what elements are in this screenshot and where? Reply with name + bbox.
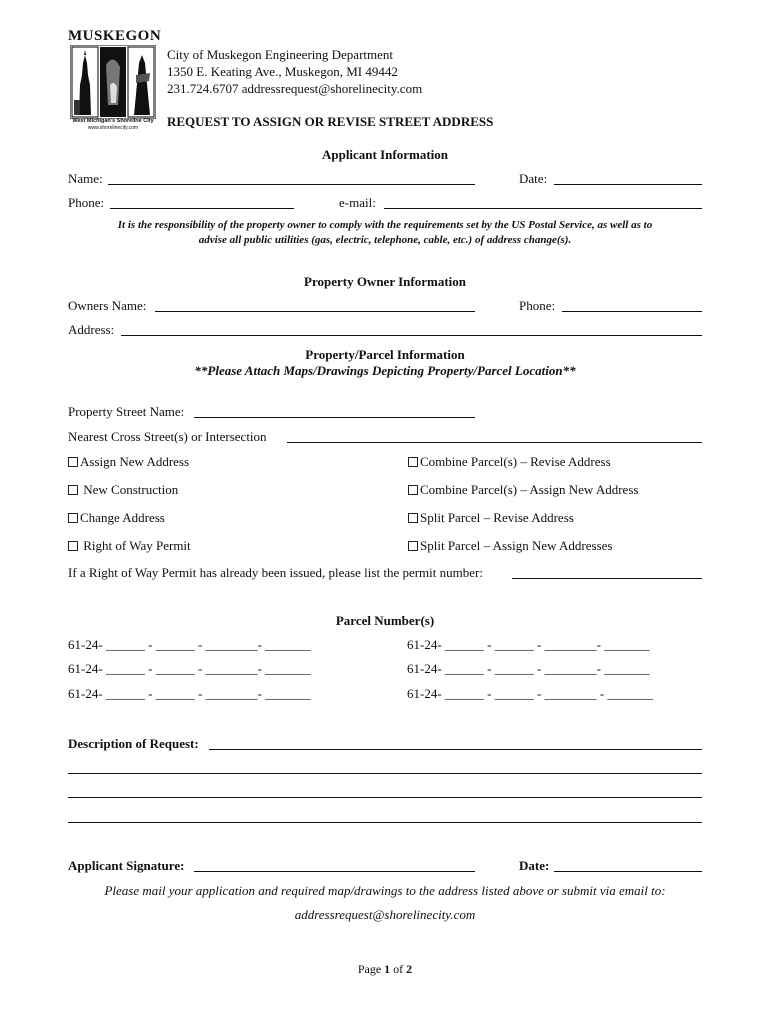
city-logo	[68, 28, 162, 131]
permit-number-field[interactable]	[512, 578, 702, 579]
logo-tagline: West Michigan's Shoreline City	[72, 118, 154, 124]
owner-heading: Property Owner Information	[304, 274, 466, 289]
checkbox[interactable]	[68, 485, 78, 495]
option-split-assign[interactable]: Split Parcel – Assign New Addresses	[408, 538, 612, 554]
owners-name-field[interactable]	[155, 311, 475, 312]
submit-email: addressrequest@shorelinecity.com	[294, 907, 476, 922]
parcel-number-field[interactable]: 61-24- ______ - ______ - ________- _______	[68, 661, 311, 676]
phone-label: Phone:	[68, 195, 105, 210]
date-field[interactable]	[554, 184, 702, 185]
option-split-revise[interactable]: Split Parcel – Revise Address	[408, 510, 574, 526]
email-field[interactable]	[384, 208, 702, 209]
logo-image	[70, 45, 156, 119]
description-line[interactable]	[68, 773, 702, 774]
checkbox[interactable]	[68, 541, 78, 551]
parcel-number-field[interactable]: 61-24- ______ - ______ - ________- _______	[407, 661, 650, 676]
description-line[interactable]	[68, 822, 702, 823]
signature-label: Applicant Signature:	[68, 858, 185, 873]
dept-name: City of Muskegon Engineering Department	[167, 47, 394, 62]
notice-line-1: It is the responsibility of the property owner to comply with the requirements set by the US Postal Service, as well as to	[117, 219, 653, 231]
parcel-subheading: **Please Attach Maps/Drawings Depicting Property/Parcel Location**	[194, 363, 576, 378]
checkbox[interactable]	[408, 541, 418, 551]
page-indicator: Page 1 of 2	[357, 962, 413, 976]
email-label: e-mail:	[339, 195, 376, 210]
phone-field[interactable]	[110, 208, 294, 209]
permit-number-label: If a Right of Way Permit has already been issued, please list the permit number:	[68, 565, 483, 580]
owner-phone-field[interactable]	[562, 311, 702, 312]
checkbox[interactable]	[408, 485, 418, 495]
street-name-label: Property Street Name:	[68, 404, 185, 419]
owner-phone-label: Phone:	[519, 298, 556, 313]
checkbox[interactable]	[408, 457, 418, 467]
street-name-field[interactable]	[194, 417, 475, 418]
option-combine-assign[interactable]: Combine Parcel(s) – Assign New Address	[408, 482, 638, 498]
checkbox[interactable]	[408, 513, 418, 523]
signature-date-label: Date:	[519, 858, 550, 873]
mail-instructions: Please mail your application and required map/drawings to the address listed above or submit via email to:	[104, 883, 666, 898]
dept-address: 1350 E. Keating Ave., Muskegon, MI 49442	[167, 64, 398, 79]
owners-name-label: Owners Name:	[68, 298, 147, 313]
description-label: Description of Request:	[68, 736, 199, 751]
signature-date-field[interactable]	[554, 871, 702, 872]
checkbox[interactable]	[68, 513, 78, 523]
date-label: Date:	[519, 171, 548, 186]
option-new-construction[interactable]: New Construction	[68, 482, 178, 498]
logo-url: www.shorelinecity.com	[87, 125, 139, 131]
parcel-heading: Property/Parcel Information	[305, 347, 465, 362]
cross-street-field[interactable]	[287, 442, 702, 443]
parcel-numbers-heading: Parcel Number(s)	[335, 613, 435, 628]
checkbox[interactable]	[68, 457, 78, 467]
parcel-number-field[interactable]: 61-24- ______ - ______ - ________- _______	[68, 637, 311, 652]
option-assign-new-address[interactable]: Assign New Address	[68, 454, 189, 470]
signature-field[interactable]	[194, 871, 475, 872]
dept-contact: 231.724.6707 addressrequest@shorelinecity.com	[167, 81, 423, 96]
parcel-number-field[interactable]: 61-24- ______ - ______ - ________ - _______	[407, 686, 653, 701]
name-label: Name:	[68, 171, 103, 186]
owner-address-field[interactable]	[121, 335, 702, 336]
parcel-number-field[interactable]: 61-24- ______ - ______ - ________- _______	[68, 686, 311, 701]
notice-line-2: advise all public utilities (gas, electric, telephone, cable, etc.) of address change(s).	[198, 234, 572, 246]
logo-title: MUSKEGON	[68, 28, 162, 44]
cross-street-label: Nearest Cross Street(s) or Intersection	[68, 429, 267, 444]
name-field[interactable]	[108, 184, 475, 185]
applicant-heading: Applicant Information	[321, 147, 449, 162]
owner-address-label: Address:	[68, 322, 115, 337]
option-combine-revise[interactable]: Combine Parcel(s) – Revise Address	[408, 454, 611, 470]
description-line[interactable]	[68, 797, 702, 798]
option-change-address[interactable]: Change Address	[68, 510, 165, 526]
description-field[interactable]	[209, 749, 702, 750]
form-title: REQUEST TO ASSIGN OR REVISE STREET ADDRESS	[167, 114, 494, 129]
parcel-number-field[interactable]: 61-24- ______ - ______ - ________- _______	[407, 637, 650, 652]
option-right-of-way-permit[interactable]: Right of Way Permit	[68, 538, 191, 554]
